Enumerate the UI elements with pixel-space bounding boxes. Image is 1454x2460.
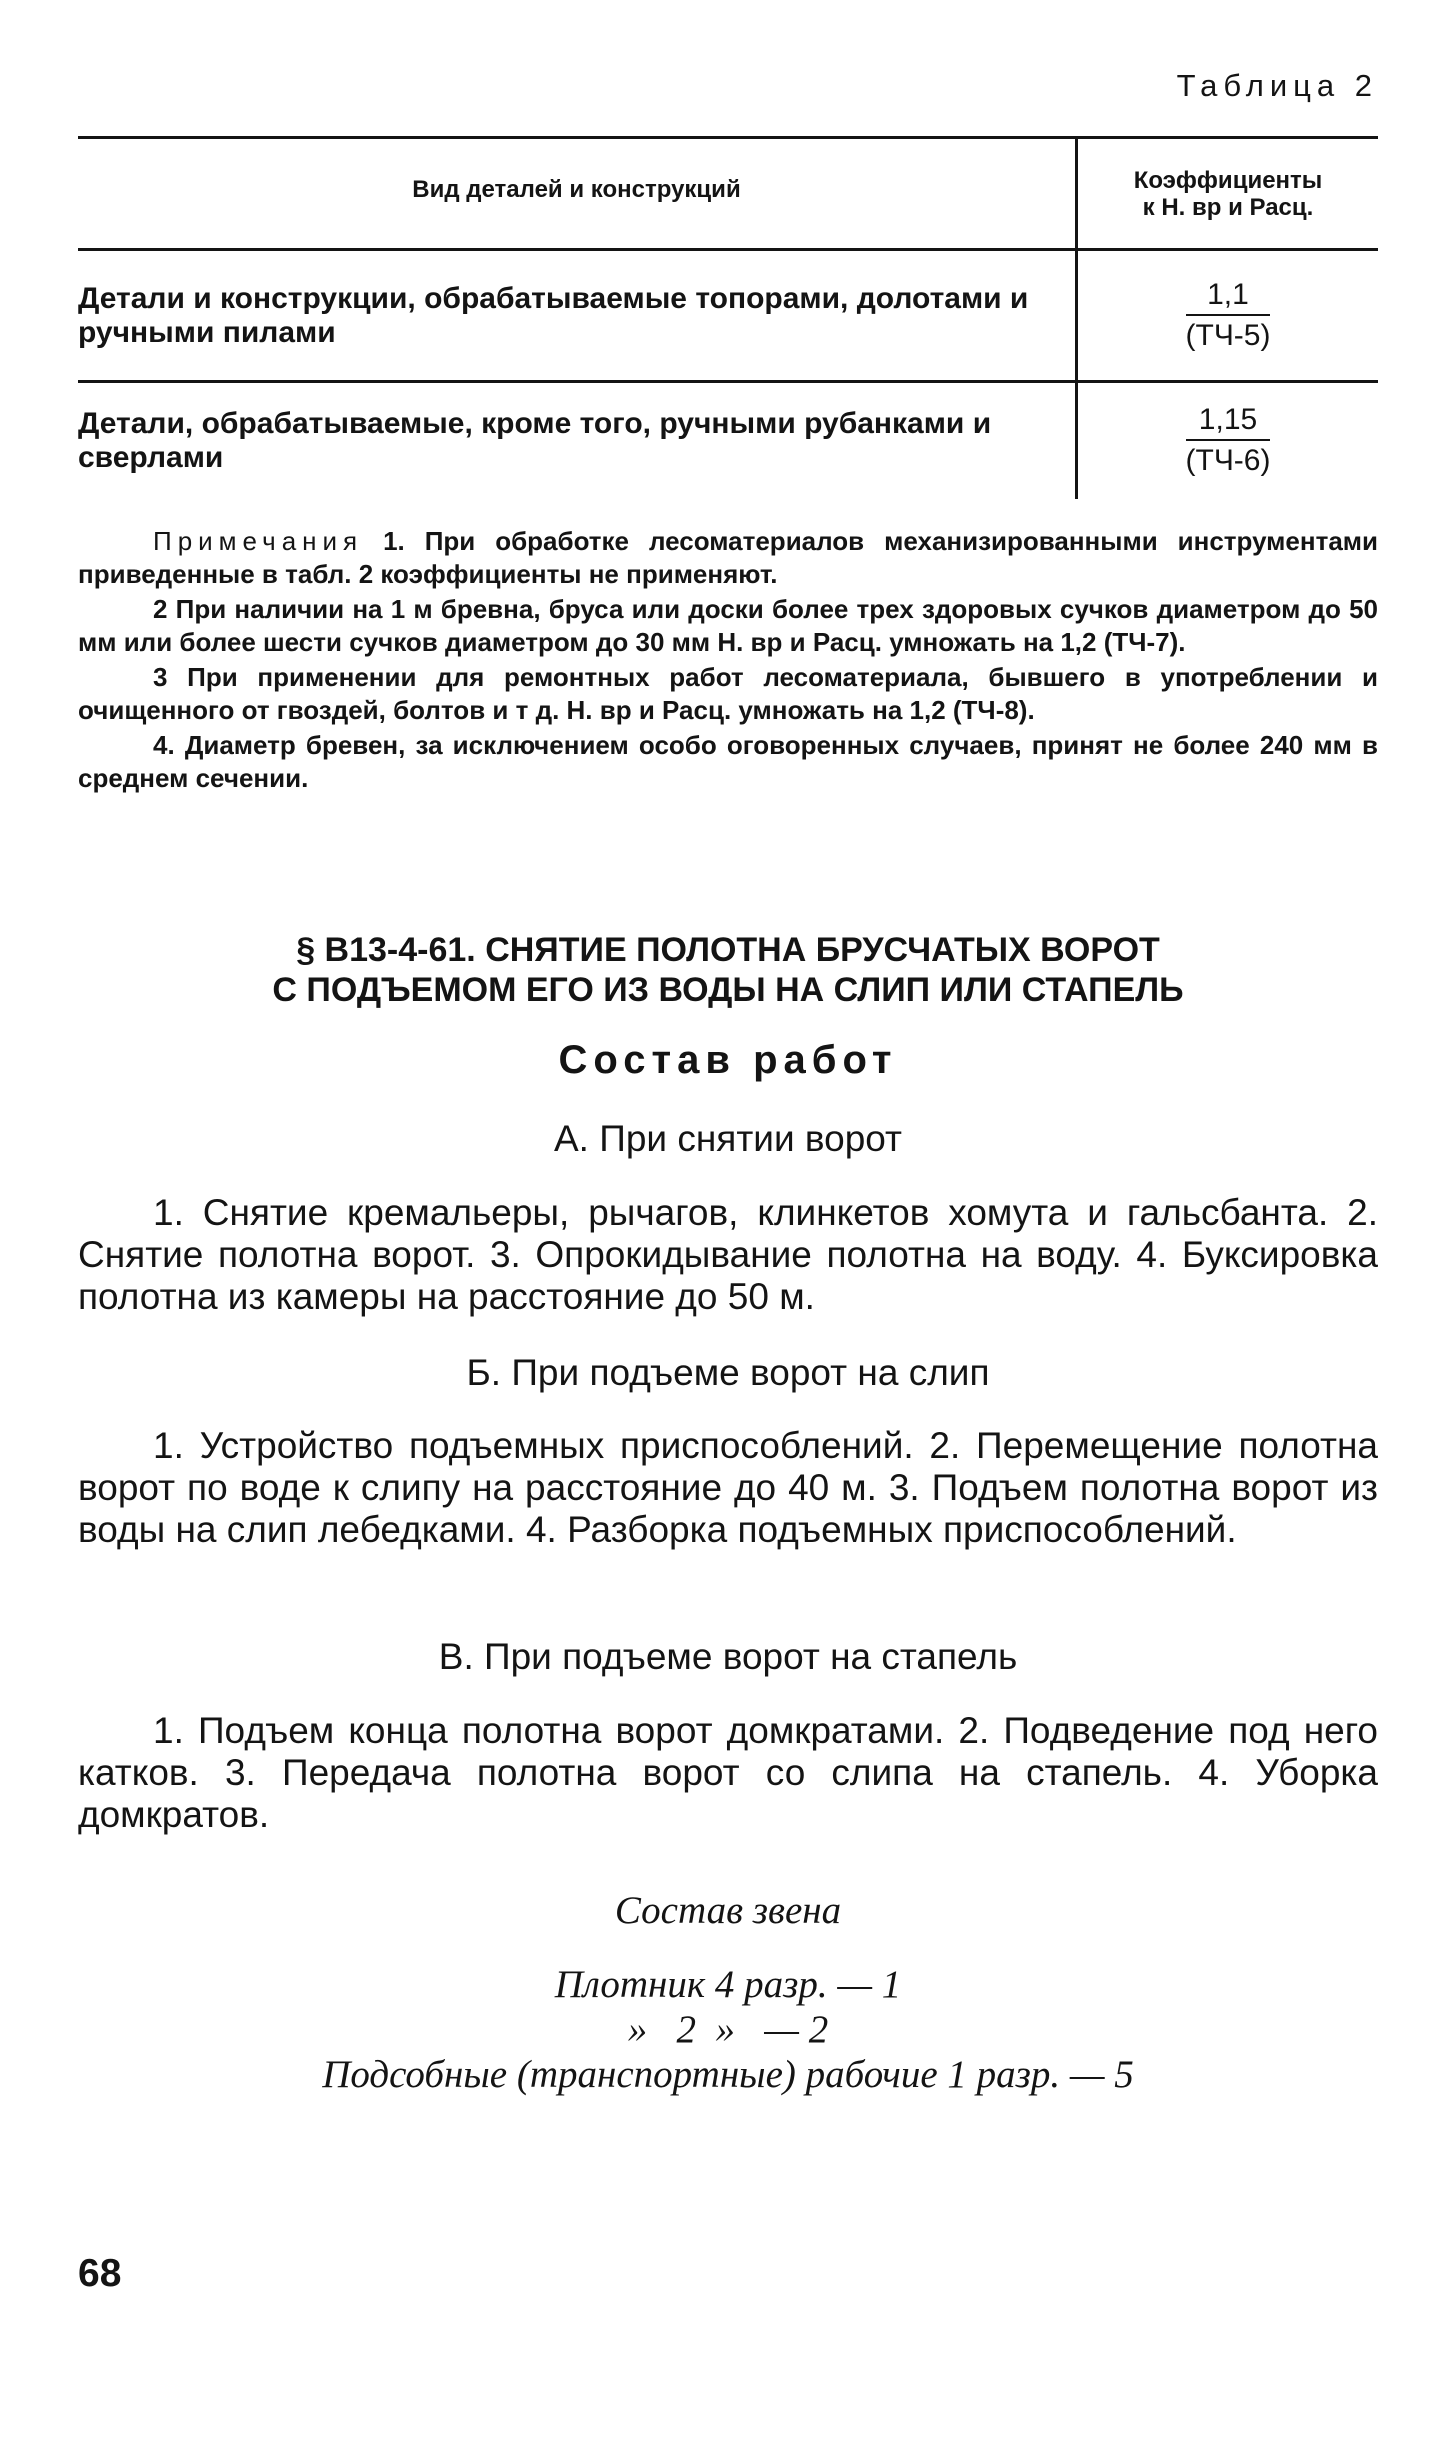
coefficient-fraction xyxy=(1186,402,1271,479)
notes-block xyxy=(78,525,1378,797)
table-header-row xyxy=(78,138,1378,250)
row-description: Детали и конструкции, обрабатываемые топорами, долотами и ручными пилами xyxy=(78,250,1077,382)
crew-list xyxy=(78,1962,1378,2097)
header-coef-line2: к Н. вр и Расц. xyxy=(1142,193,1314,221)
coefficient-value: 1,15 xyxy=(1186,402,1271,441)
subsection-b-text xyxy=(78,1425,1378,1551)
subsection-a-title: А. При снятии ворот xyxy=(554,1118,902,1159)
coefficient-code: (ТЧ-5) xyxy=(1185,319,1271,352)
header-coef-line1: Коэффициенты xyxy=(1133,166,1323,194)
table-row xyxy=(78,382,1378,499)
note-item: 2 При наличии на 1 м бревна, бруса или доски более трех здоровых сучков диаметром до 50 мм или более шести сучков диаметром до 30 мм Н. вр и Расц. умножать на 1,2 (ТЧ-7). xyxy=(78,594,1378,657)
paragraph: 1. Устройство подъемных приспособлений. 2. Перемещение полотна ворот по воде к слипу на расстояние до 40 м. 3. Подъем полотна ворот из воды на слип лебедками. 4. Разборка подъемных приспособлений. xyxy=(78,1425,1378,1550)
paragraph: 1. Подъем конца полотна ворот домкратами. 2. Подведение под него катков. 3. Передача полотна ворот со слипа на стапель. 4. Уборка домкратов. xyxy=(78,1710,1378,1835)
notes-heading: Примечания xyxy=(153,526,364,556)
subsection-c-title: В. При подъеме ворот на стапель xyxy=(438,1636,1018,1677)
crew-line: Подсобные (транспортные) рабочие 1 разр. — 5 xyxy=(322,2053,1134,2096)
coefficient-fraction xyxy=(1186,277,1271,354)
crew-heading: Состав звена xyxy=(614,1889,842,1932)
subsection-c-text xyxy=(78,1710,1378,1836)
crew-line: Плотник 4 разр. — 1 xyxy=(554,1963,902,2006)
document-page xyxy=(78,0,1378,2460)
note-item: 4. Диаметр бревен, за исключением особо оговоренных случаев, принят не более 240 мм в среднем сечении. xyxy=(78,730,1378,793)
table-row xyxy=(78,250,1378,382)
row-description: Детали, обрабатываемые, кроме того, ручными рубанками и сверлами xyxy=(78,406,992,474)
page-number: 68 xyxy=(78,2252,122,2295)
crew-line: » 2 » — 2 xyxy=(627,2008,829,2051)
subsection-a-text xyxy=(78,1192,1378,1318)
work-composition-heading: Состав работ xyxy=(558,1038,898,1082)
paragraph: 1. Снятие кремальеры, рычагов, клинкетов хомута и гальсбанта. 2. Снятие полотна ворот. 3. Опрокидывание полотна на воду. 4. Буксировка полотна из камеры на расстояние до 50 м. xyxy=(78,1192,1378,1317)
note-item xyxy=(78,525,1378,591)
row-coefficient xyxy=(1077,382,1379,499)
note-text: 1. При обработке лесоматериалов механизированными инструментами приведенные в табл. 2 коэффициенты не применяют. xyxy=(78,526,1378,589)
coefficient-value: 1,1 xyxy=(1186,277,1271,316)
note-item: 3 При применении для ремонтных работ лесоматериала, бывшего в употреблении и очищенного от гвоздей, болтов и т д. Н. вр и Расц. умножать на 1,2 (ТЧ-8). xyxy=(78,662,1378,725)
header-coefficients xyxy=(1077,138,1379,250)
section-title-line2: С ПОДЪЕМОМ ЕГО ИЗ ВОДЫ НА СЛИП ИЛИ СТАПЕЛЬ xyxy=(272,971,1184,1009)
subsection-b-title: Б. При подъеме ворот на слип xyxy=(466,1352,990,1393)
header-description: Вид деталей и конструкций xyxy=(78,138,1077,250)
section-title xyxy=(78,930,1378,1010)
coefficient-code: (ТЧ-6) xyxy=(1185,444,1271,478)
coefficients-table xyxy=(78,136,1378,499)
row-coefficient xyxy=(1077,250,1379,382)
table-label: Таблица 2 xyxy=(1176,68,1378,103)
section-title-line1: § В13-4-61. СНЯТИЕ ПОЛОТНА БРУСЧАТЫХ ВОРОТ xyxy=(296,931,1160,969)
